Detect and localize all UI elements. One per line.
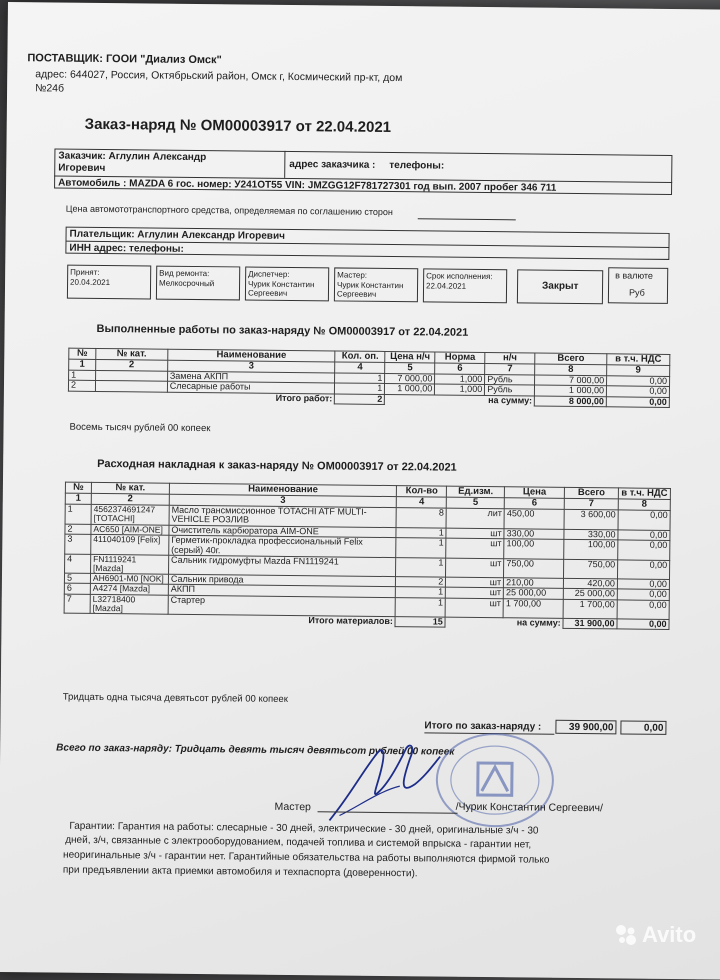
materials-cell: 3	[65, 534, 91, 554]
materials-cell: 0,00	[618, 560, 670, 579]
works-cell: Замена АКПП	[167, 371, 335, 383]
car-info: Автомобиль : MAZDA 6 гос. номер: У241ОТ55 VIN: JMZGG12F781727301 год вып. 2007 пробег 346 711	[58, 177, 557, 194]
works-cell: 7 000,00	[535, 375, 607, 386]
dispatcher-box	[245, 266, 329, 301]
works-column-number: 5	[385, 362, 435, 373]
works-column-number: 1	[69, 359, 96, 370]
works-cell: 1	[335, 373, 385, 384]
materials-cell: 8	[396, 508, 446, 528]
deadline-box	[423, 268, 507, 303]
works-header-cell: в т.ч. НДС	[607, 354, 670, 366]
materials-cell: 750,00	[504, 559, 564, 578]
works-cell	[95, 381, 167, 392]
materials-cell: 3 600,00	[564, 509, 618, 529]
materials-cell: Очиститель карбюратора AIM-ONE	[169, 525, 397, 538]
materials-cell: 25 000,00	[503, 588, 563, 599]
materials-cell: 0,00	[618, 540, 670, 560]
works-cell: 1	[69, 370, 96, 381]
materials-cell: 750,00	[564, 559, 618, 578]
works-cell: 1,000	[435, 374, 485, 385]
materials-cell: 1	[396, 538, 446, 558]
works-table	[68, 348, 671, 409]
materials-cell: 6	[64, 584, 90, 595]
materials-header-cell: №	[65, 482, 91, 493]
guarantee-line-3: неоригинальные з/ч - гарантии нет. Гарантийные обязательства на работы выполняются фирмой только	[63, 849, 550, 866]
materials-cell: 1	[396, 587, 446, 598]
works-cell: 1,000	[435, 384, 485, 395]
materials-cell: 25 000,00	[563, 589, 617, 600]
status-box	[517, 269, 603, 304]
materials-header-cell: Всего	[564, 487, 618, 499]
materials-cell: 1	[395, 597, 445, 616]
works-cell: 0,00	[607, 376, 670, 387]
works-header-cell: № кат.	[96, 348, 168, 360]
supplier-address: адрес: 644027, Россия, Октябрьский район, Омск г, Космический пр-кт, дом	[35, 68, 403, 85]
grand-total-vat-box	[620, 720, 666, 734]
avito-logo-icon	[614, 923, 638, 947]
materials-cell: Масло трансмиссионное TOTACHI ATF MULTI-VEHICLE РОЗЛИВ	[169, 505, 397, 527]
materials-sum-label: на сумму:	[516, 617, 561, 628]
repair-type-label: Вид ремонта:	[159, 268, 210, 279]
materials-column-number: 8	[618, 499, 670, 511]
supplier-name: ПОСТАВЩИК: ГООИ "Диализ Омск"	[27, 52, 222, 67]
grand-total-vat: 0,00	[643, 722, 664, 734]
dispatcher-label: Диспетчер:	[248, 269, 290, 279]
materials-header-cell: в т.ч. НДС	[618, 488, 670, 500]
materials-cell: шт	[446, 528, 504, 539]
materials-column-number: 3	[169, 494, 397, 507]
repair-type-value: Мелкосрочный	[159, 278, 215, 289]
materials-cell: AC650 [AIM-ONE]	[91, 524, 169, 535]
works-cell	[95, 370, 167, 381]
customer-name-cont: Игоревич	[58, 162, 106, 175]
dispatcher-value: Чурик Константин Сергеевич	[247, 279, 315, 299]
grand-total-words: Всего по заказ-наряду: Тридцать девять тысяч девятьсот рублей 00 копеек	[56, 742, 455, 758]
works-column-number: 9	[607, 365, 670, 377]
works-column-number: 3	[167, 360, 335, 373]
payer-inn: ИНН адрес: телефоны:	[69, 242, 184, 255]
materials-cell: 411040109 [Felix]	[91, 535, 169, 556]
grand-total-label: Итого по заказ-наряду :	[424, 720, 542, 733]
master-value: Чурик Константин Сергеевич	[336, 280, 404, 300]
works-column-number: 8	[535, 364, 607, 376]
materials-table	[63, 482, 670, 630]
materials-cell: лит	[446, 508, 504, 528]
customer-address-label: адрес заказчика :	[289, 158, 376, 171]
works-column-number: 2	[96, 359, 168, 371]
materials-header-cell: Цена	[505, 487, 565, 499]
materials-sum-words: Тридцать одна тысяча девятьсот рублей 00 копеек	[62, 691, 288, 705]
works-cell: Рубль	[485, 385, 535, 396]
materials-cell: 7	[64, 594, 90, 613]
guarantee-line-1: Гарантии: Гарантия на работы: слесарные - 30 дней, электрические - 30 дней, оригинальные з/ч - 30	[69, 820, 539, 837]
master-label: Мастер:	[337, 270, 368, 280]
materials-cell: 450,00	[504, 509, 564, 530]
materials-cell: 210,00	[504, 578, 564, 589]
materials-cell: шт	[445, 598, 503, 617]
materials-cell: 330,00	[504, 529, 564, 540]
materials-column-number: 6	[504, 498, 564, 510]
grand-total-sum: 39 900,00	[568, 721, 614, 734]
materials-column-number: 4	[397, 497, 447, 508]
materials-total-qty: 15	[395, 616, 445, 627]
materials-title: Расходная накладная к заказ-наряду № ОМ00003917 от 22.04.2021	[97, 457, 457, 474]
materials-cell: 1	[396, 558, 446, 577]
document-sheet	[0, 2, 720, 980]
currency-label: в валюте	[615, 270, 654, 281]
materials-cell: 100,00	[504, 539, 564, 560]
works-title: Выполненные работы по заказ-наряду № ОМ00003917 от 22.04.2021	[96, 322, 469, 339]
materials-header-cell: Ед.изм.	[447, 486, 505, 498]
materials-cell: Стартер	[168, 595, 396, 616]
works-column-number: 6	[435, 363, 485, 374]
works-sum: 8 000,00	[534, 396, 606, 407]
works-total-label: Итого работ:	[275, 392, 333, 404]
materials-cell: 100,00	[564, 540, 618, 560]
materials-cell: 0,00	[618, 530, 670, 541]
works-header-cell: Кол. оп.	[335, 351, 385, 362]
materials-vat: 0,00	[617, 619, 669, 630]
works-header-cell: Всего	[535, 353, 607, 365]
materials-column-number: 2	[91, 493, 169, 505]
avito-watermark	[614, 922, 696, 948]
materials-cell: 0,00	[618, 510, 670, 530]
works-cell: 0,00	[606, 386, 669, 397]
materials-column-number: 7	[564, 498, 618, 510]
materials-cell: 4562374691247 [TOTACHI]	[91, 504, 169, 525]
customer-name: Заказчик: Аглулин Александр	[58, 150, 207, 164]
materials-column-number: 1	[65, 493, 91, 504]
materials-column-number: 5	[447, 497, 505, 509]
works-sum-words: Восемь тысяч рублей 00 копеек	[69, 421, 211, 435]
materials-cell: АКПП	[168, 585, 396, 598]
materials-sum: 31 900,00	[563, 618, 617, 629]
materials-cell: 2	[65, 524, 91, 535]
signature-label: Мастер	[274, 800, 311, 814]
materials-total-label: Итого материалов:	[308, 614, 393, 626]
materials-cell: 330,00	[564, 529, 618, 540]
repair-type-box	[156, 266, 240, 301]
materials-cell: 1	[65, 504, 91, 524]
materials-cell: 1	[396, 527, 446, 538]
materials-cell: A4274 [Mazda]	[90, 584, 168, 595]
materials-cell: 2	[396, 577, 446, 588]
avito-text: Avito	[642, 922, 697, 947]
materials-cell: 0,00	[617, 589, 669, 600]
materials-cell: шт	[446, 577, 504, 588]
payer-name: Плательщик: Аглулин Александр Игоревич	[69, 228, 285, 242]
works-column-number: 4	[335, 362, 385, 373]
materials-cell: шт	[446, 588, 504, 599]
works-sum-label: на сумму:	[488, 394, 533, 406]
works-cell: 1	[335, 383, 385, 394]
works-cell: 1 000,00	[535, 385, 607, 396]
guarantee-line-2: дней, з/ч, связанные с электрооборудованием, подачей топлива и системой впрыска - гарантии нет,	[65, 834, 532, 851]
materials-cell: L32718400 [Mazda]	[90, 594, 168, 614]
works-header-cell: н/ч	[485, 353, 535, 364]
works-column-number: 7	[485, 363, 535, 374]
materials-cell: AH6901-M0 [NOK]	[90, 573, 168, 584]
accepted-box	[67, 265, 151, 300]
materials-header-cell: Кол-во	[397, 486, 447, 497]
document-title: Заказ-наряд № ОМ00003917 от 22.04.2021	[84, 115, 392, 137]
signature-name: /Чурик Константин Сергеевич/	[455, 800, 604, 815]
materials-cell: 0,00	[617, 579, 669, 590]
materials-cell: 4	[65, 554, 91, 573]
status-value: Закрыт	[541, 280, 579, 292]
materials-cell: 5	[64, 573, 90, 584]
materials-header-cell: Наименование	[169, 483, 397, 496]
materials-cell: шт	[446, 558, 504, 577]
accepted-label: Принят:	[70, 267, 100, 277]
materials-cell: Сальник привода	[168, 574, 396, 587]
works-cell: 7 000,00	[385, 373, 435, 384]
works-cell: 2	[68, 381, 95, 392]
works-header-cell: Цена н/ч	[385, 351, 435, 362]
works-header-cell: №	[69, 348, 96, 359]
works-cell: Слесарные работы	[167, 382, 335, 394]
price-underline	[418, 218, 516, 220]
deadline-label: Срок исполнения:	[426, 271, 493, 282]
works-cell: Рубль	[485, 374, 535, 385]
works-header-cell: Наименование	[168, 349, 336, 362]
materials-cell: 1 700,00	[563, 599, 617, 618]
master-box	[334, 267, 418, 302]
works-header-cell: Норма	[435, 352, 485, 363]
materials-header-cell: № кат.	[91, 482, 169, 494]
deadline-value: 22.04.2021	[426, 281, 467, 291]
supplier-address-line2: №24б	[35, 82, 65, 95]
materials-cell: 1 700,00	[503, 599, 563, 618]
materials-cell: шт	[446, 538, 504, 558]
works-cell: 1 000,00	[385, 384, 435, 395]
materials-cell: 420,00	[563, 578, 617, 589]
currency-value: Руб	[628, 287, 645, 298]
works-vat: 0,00	[606, 397, 669, 408]
materials-cell: FN1119241 [Mazda]	[90, 555, 168, 575]
currency-box	[608, 267, 668, 304]
works-total-qty: 2	[335, 394, 385, 405]
customer-phones-label: телефоны:	[389, 160, 445, 172]
materials-cell: Сальник гидромуфты Mazda FN1119241	[168, 555, 396, 576]
price-note: Цена автомототранспортного средства, определяемая по соглашению сторон	[65, 203, 393, 218]
accepted-value: 20.04.2021	[70, 277, 111, 288]
materials-cell: Герметик-прокладка профессиональный Felix (серый) 40г.	[169, 535, 397, 557]
guarantee-line-4: при предъявлении акта приемки автомобиля и техпаспорта (доверенности).	[62, 864, 418, 880]
materials-cell: 0,00	[617, 600, 669, 619]
